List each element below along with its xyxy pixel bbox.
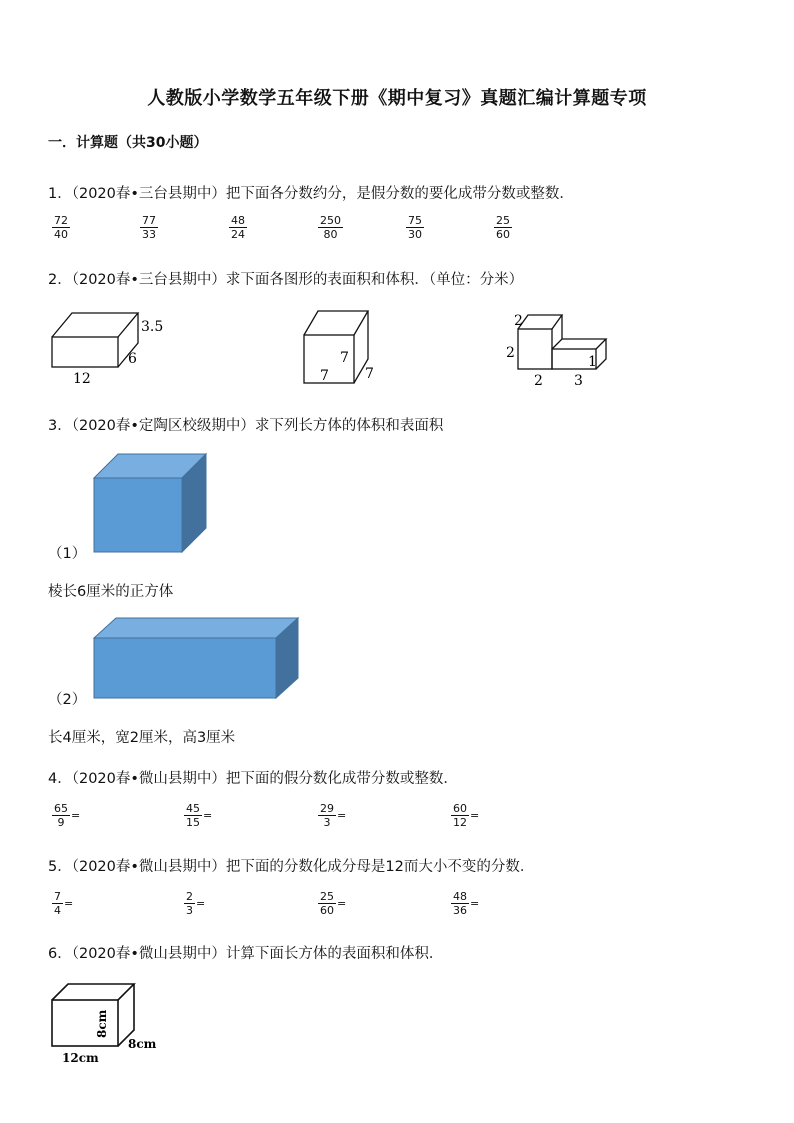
dim-width: 6: [128, 351, 137, 367]
cube-figure-2: [298, 305, 388, 390]
numerator: 72: [54, 214, 68, 227]
low-block-top: [552, 339, 606, 349]
dim-width: 8cm: [128, 1037, 157, 1051]
q3-label-1: （1）: [48, 546, 87, 562]
numerator: 60: [453, 802, 467, 815]
denominator: 3: [186, 904, 193, 917]
denominator: 12: [453, 816, 467, 829]
cuboid-top-face: [94, 618, 298, 638]
numerator: 25: [496, 214, 510, 227]
equals-sign: =: [196, 897, 206, 910]
cube-top: [304, 311, 368, 335]
page-title: 人教版小学数学五年级下册《期中复习》真题汇编计算题专项: [147, 88, 647, 109]
cuboid-front-face: [94, 638, 276, 698]
denominator: 40: [54, 228, 68, 241]
q5-fraction-3: [318, 890, 346, 917]
denominator: 36: [453, 904, 467, 917]
numerator: 2: [186, 890, 193, 903]
q4-fraction-1: [52, 802, 80, 829]
q5-fraction-1: [52, 890, 73, 917]
numerator: 250: [320, 214, 341, 227]
numerator: 29: [320, 802, 334, 815]
equals-sign: =: [470, 897, 480, 910]
blue-cuboid: [92, 616, 300, 700]
q5-fraction-4: [451, 890, 479, 917]
question-1: 1．（2020春•三台县期中）把下面各分数约分，是假分数的要化成带分数或整数．: [48, 186, 574, 202]
q1-fraction-5: [406, 214, 424, 241]
question-2: 2．（2020春•三台县期中）求下面各图形的表面积和体积．（单位：分米）: [48, 272, 524, 288]
q5-fraction-2: [184, 890, 205, 917]
tall-block-front: [518, 329, 552, 369]
denominator: 30: [408, 228, 422, 241]
numerator: 48: [453, 890, 467, 903]
dim-height: 7: [340, 350, 349, 366]
cube-front-face: [94, 478, 182, 552]
equals-sign: =: [337, 809, 347, 822]
dim-length: 12: [73, 371, 91, 387]
numerator: 45: [186, 802, 200, 815]
denominator: 60: [320, 904, 334, 917]
q3-description-1: 棱长6厘米的正方体: [48, 584, 174, 600]
denominator: 24: [231, 228, 245, 241]
dim-low-height: 1: [588, 354, 597, 370]
q4-fraction-2: [184, 802, 212, 829]
q3-description-2: 长4厘米，宽2厘米，高3厘米: [48, 730, 236, 746]
dim-length: 12cm: [62, 1051, 99, 1065]
q1-fraction-1: [52, 214, 70, 241]
question-3: 3．（2020春•定陶区校级期中）求下列长方体的体积和表面积: [48, 418, 444, 434]
denominator: 3: [323, 816, 331, 829]
denominator: 33: [142, 228, 156, 241]
composite-figure-3: [504, 305, 624, 390]
dim-bottom-left: 2: [534, 373, 543, 389]
question-5: 5．（2020春•微山县期中）把下面的分数化成分母是12而大小不变的分数．: [48, 859, 535, 875]
equals-sign: =: [203, 809, 213, 822]
q4-fraction-4: [451, 802, 479, 829]
equals-sign: =: [337, 897, 347, 910]
cuboid-front: [52, 337, 118, 367]
q1-fraction-6: [494, 214, 512, 241]
numerator: 77: [142, 214, 156, 227]
dim-top: 2: [514, 313, 523, 329]
dim-bottom-right: 3: [574, 373, 583, 389]
numerator: 48: [231, 214, 245, 227]
cuboid-top: [52, 313, 138, 337]
dim-width: 7: [365, 366, 374, 382]
denominator: 60: [496, 228, 510, 241]
blue-cube: [92, 452, 208, 554]
dim-height: 8cm: [95, 1009, 109, 1038]
cuboid-figure-1: [48, 305, 178, 390]
cuboid-figure-6: [48, 980, 168, 1070]
cuboid-top: [52, 984, 134, 1000]
question-4: 4．（2020春•微山县期中）把下面的假分数化成带分数或整数．: [48, 771, 458, 787]
q4-fraction-3: [318, 802, 346, 829]
q1-fraction-2: [140, 214, 158, 241]
equals-sign: =: [71, 809, 81, 822]
equals-sign: =: [470, 809, 480, 822]
denominator: 80: [323, 228, 338, 241]
dim-left: 2: [506, 345, 515, 361]
denominator: 15: [186, 816, 200, 829]
denominator: 9: [57, 816, 65, 829]
numerator: 75: [408, 214, 422, 227]
q1-fraction-4: [318, 214, 343, 241]
numerator: 65: [54, 802, 68, 815]
tall-block-top: [518, 315, 562, 329]
q3-label-2: （2）: [48, 692, 87, 708]
section-heading: 一．计算题（共30小题）: [48, 135, 208, 151]
denominator: 4: [54, 904, 61, 917]
equals-sign: =: [64, 897, 74, 910]
dim-height: 3.5: [141, 319, 164, 335]
numerator: 25: [320, 890, 334, 903]
dim-length: 7: [320, 368, 329, 384]
q1-fraction-3: [229, 214, 247, 241]
question-6: 6．（2020春•微山县期中）计算下面长方体的表面积和体积．: [48, 946, 444, 962]
numerator: 7: [54, 890, 61, 903]
